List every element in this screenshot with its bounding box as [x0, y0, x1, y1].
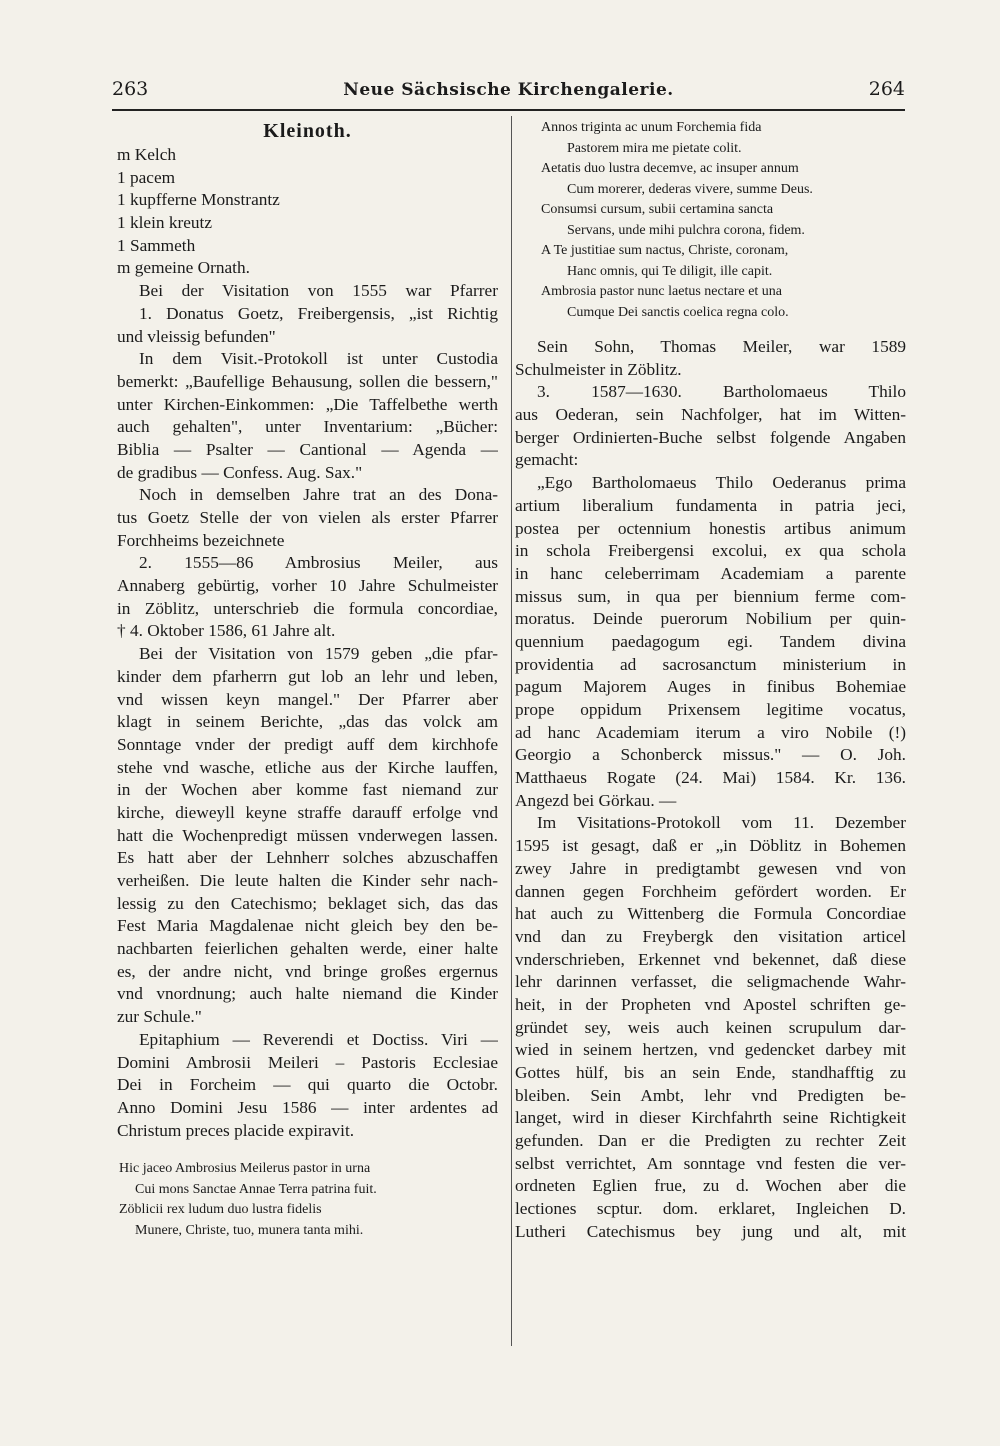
right-column	[515, 118, 906, 1244]
text-line: vnd vnordnung; auch halte niemand die Kinder	[117, 984, 498, 1004]
epitaph-poem	[117, 1159, 498, 1241]
poem-line: Cui mons Sanctae Annae Terra patrina fuit.	[135, 1181, 377, 1197]
poem-line: Ambrosia pastor nunc laetus nectare et una	[541, 284, 783, 299]
text-line: tus Goetz Stelle der von vielen als erster Pfarrer	[117, 508, 498, 527]
text-line: Lutheri Catechismus bey jung und alt, mit	[515, 1221, 906, 1241]
quote-line: Georgio a Schonberck missus." — O. Joh.	[515, 745, 906, 765]
quote-line: quennium paedagogum egi. Tandem divina	[515, 631, 906, 651]
quote-line: pagum Majorem Auges in finibus Bohemiae	[515, 677, 906, 697]
text-line: Bei der Visitation von 1555 war Pfarrer	[139, 281, 498, 301]
poem-line: Consumsi cursum, subii certamina sancta	[541, 202, 774, 217]
text-line: in Zöblitz, unterschrieb die formula concordiae,	[117, 598, 498, 618]
epitaph-line: Christum preces placide expiravit.	[117, 1120, 355, 1140]
text-line: Bei der Visitation von 1579 geben „die pfar-	[139, 644, 498, 664]
text-line: † 4. Oktober 1586, 61 Jahre alt.	[117, 621, 336, 641]
text-line: vnd dan zu Freybergk den visitation articel	[515, 926, 906, 946]
poem-line: Cumque Dei sanctis coelica regna colo.	[567, 304, 789, 320]
text-line: verheißen. Die leute halten die Kinder sehr nach-	[117, 871, 498, 890]
text-line: vnderschrieben, Erkennet vnd bekennet, daß diese	[515, 949, 906, 969]
text-line: langet, wird in dieser Kirchfahrth seine Richtigkeit	[515, 1108, 906, 1128]
epitaph-line: Domini Ambrosii Meileri – Pastoris Ecclesiae	[117, 1052, 498, 1072]
text-line: aus Oederan, sein Nachfolger, hat im Witten-	[515, 405, 906, 425]
text-line: gefunden. Dan er die Predigten zu rechter Zeit	[515, 1131, 906, 1151]
poem-line: Aetatis duo lustra decemve, ac insuper annum	[541, 161, 799, 176]
text-line: kinder dem pfarherrn gut lob an lehr und leben,	[117, 666, 498, 686]
text-line: Sonntage vnder der predigt auff dem kirchhofe	[117, 734, 498, 754]
text-line: ordneten Eglien frue, zu d. Wochen aber die	[515, 1176, 906, 1196]
text-line: in der Wochen aber komme fast niemand zur	[117, 780, 498, 800]
epitaph-line: Epitaphium — Reverendi et Doctiss. Viri —	[139, 1029, 498, 1049]
text-line: auch gehalten", unter Inventarium: „Bücher:	[117, 417, 498, 437]
poem-line: Hic jaceo Ambrosius Meilerus pastor in urna	[119, 1161, 371, 1177]
poem-line: Zöblicii rex ludum duo lustra fidelis	[119, 1202, 322, 1218]
text-line: Im Visitations-Protokoll vom 11. Dezember	[537, 813, 906, 833]
text-line: kirche, dieweyll keyne straffe darauff erfolge vnd	[117, 802, 498, 822]
text-line: selbst verrichtet, Am sonntage vnd festen die ver-	[515, 1153, 906, 1173]
text-line: lessig zu den Catechismo; beklaget sich, das das	[117, 893, 498, 913]
text-line: bemerkt: „Baufellige Behausung, sollen die bessern,"	[117, 371, 498, 391]
text-line: Forchheims bezeichnete	[117, 530, 285, 550]
text-line: klagt in seinem Berichte, „das das volck am	[117, 712, 498, 732]
text-line: In dem Visit.-Protokoll ist unter Custodia	[139, 349, 498, 369]
epitaph-line: Anno Domini Jesu 1586 — inter ardentes ad	[117, 1097, 498, 1117]
text-line: wied in seinem hertzen, vnd gedencket darbey mit	[515, 1040, 906, 1060]
poem-line: Pastorem mira me pietate colit.	[567, 140, 742, 156]
quote-line: postea per octennium honestis artibus animum	[515, 518, 906, 538]
poem-line: Annos triginta ac unum Forchemia fida	[541, 120, 762, 135]
running-title: Neue Sächsische Kirchengalerie.	[343, 80, 674, 100]
text-line: 1. Donatus Goetz, Freibergensis, „ist Richtig	[139, 303, 498, 323]
inventory-item: m gemeine Ornath.	[117, 258, 250, 278]
quote-line: in schola Freibergensi excolui, ex qua schola	[515, 541, 906, 561]
text-line: Sein Sohn, Thomas Meiler, war 1589	[537, 337, 906, 356]
page-number-right: 264	[868, 78, 905, 100]
text-line: stehe vnd wasche, etliche aus der Kirche lauffen,	[117, 757, 498, 777]
text-line: Schulmeister in Zöblitz.	[515, 359, 682, 379]
epitaph-poem-continued	[515, 118, 906, 323]
text-line: bleiben. Sein Ambt, lehr vnd Predigten be-	[515, 1085, 906, 1105]
inventory-item: 1 Sammeth	[117, 235, 196, 255]
quote-line: Angezd bei Görkau. —	[515, 790, 677, 810]
quote-line: moratus. Deinde puerorum Nobilium per quin-	[515, 609, 906, 629]
quote-line: artium liberalium fundamenta in patria jeci,	[515, 495, 906, 515]
text-line: 1595 ist gesagt, daß er „in Döblitz in Bohemen	[515, 836, 906, 856]
text-line: und vleissig befunden"	[117, 326, 276, 346]
left-body-text	[117, 280, 498, 1142]
poem-line: Munere, Christe, tuo, munera tanta mihi.	[135, 1222, 364, 1238]
text-line: hatt die Wochenpredigt müssen vnderwegen lassen.	[117, 825, 498, 845]
text-line: 3. 1587—1630. Bartholomaeus Thilo	[537, 382, 906, 402]
text-line: gründet sey, weis auch keinen scrupulum dar-	[515, 1017, 906, 1037]
text-line: berger Ordinierten-Buche selbst folgende Angaben	[515, 427, 906, 447]
poem-line: Servans, unde mihi pulchra corona, fidem.	[567, 222, 805, 238]
text-line: Es hatt aber der Lehnherr solches abzuschaffen	[117, 848, 498, 868]
left-column	[117, 118, 498, 1241]
inventory-list	[117, 144, 498, 280]
quote-line: „Ego Bartholomaeus Thilo Oederanus prima	[537, 473, 906, 493]
inventory-item: 1 klein kreutz	[117, 213, 213, 233]
inventory-item: 1 pacem	[117, 167, 176, 187]
text-line: zur Schule."	[117, 1007, 202, 1027]
quote-line: missus sum, in qua per biennium ferme com-	[515, 586, 906, 606]
text-line: heit, in der Propheten vnd Apostel schriften ge-	[515, 994, 906, 1014]
quote-line: providentia ad sacrosanctum ministerium in	[515, 654, 906, 674]
text-line: Annaberg gebürtig, vorher 10 Jahre Schulmeister	[117, 576, 498, 596]
text-line: nachbarten feierlichen gehalten werde, einer halte	[117, 939, 498, 959]
text-line: de gradibus — Confess. Aug. Sax."	[117, 462, 363, 482]
text-line: dannen gegen Forchheim gefördert worden. Er	[515, 881, 906, 901]
inventory-item: m Kelch	[117, 145, 177, 164]
text-line: hat auch zu Wittenberg die Formula Concordiae	[515, 904, 906, 924]
text-line: Biblia — Psalter — Cantional — Agenda —	[117, 439, 498, 459]
text-line: vnd wissen keyn mangel." Der Pfarrer aber	[117, 689, 498, 709]
quote-line: Matthaeus Rogate (24. Mai) 1584. Kr. 136.	[515, 768, 906, 788]
text-line: Fest Maria Magdalenae nicht gleich bey den be-	[117, 916, 498, 936]
text-line: 2. 1555—86 Ambrosius Meiler, aus	[139, 553, 498, 573]
text-line: lectiones scptur. dom. erklaret, Ingleichen D.	[515, 1199, 906, 1219]
text-line: Noch in demselben Jahre trat an des Dona-	[139, 485, 498, 505]
epitaph-line: Dei in Forcheim — qui quarto die Octobr.	[117, 1075, 498, 1095]
section-heading: Kleinoth.	[263, 120, 352, 142]
column-divider	[511, 116, 512, 1346]
page-header	[112, 78, 905, 108]
quote-line: ad hanc Academiam iterum a viro Nobile (!)	[515, 722, 906, 742]
text-line: zwey Jahre in predigtambt gewesen vnd von	[515, 858, 906, 878]
poem-line: A Te justitiae sum nactus, Christe, coronam,	[541, 243, 789, 258]
right-body-text	[515, 336, 906, 1244]
poem-line: Cum morerer, dederas vivere, summe Deus.	[567, 181, 813, 197]
text-line: lehr darinnen verfasset, die seligmachende Wahr-	[515, 972, 906, 992]
poem-line: Hanc omnis, qui Te diligit, ille capit.	[567, 263, 773, 279]
text-line: unter Kirchen-Einkommen: „Die Taffelbethe werth	[117, 394, 498, 414]
page-number-left: 263	[112, 78, 149, 100]
text-line: Gottes hülf, bis an sein Ende, standhafftig zu	[515, 1063, 906, 1082]
quote-line: in hanc celeberrimam Academiam a parente	[515, 563, 906, 583]
text-line: gemacht:	[515, 450, 579, 470]
text-line: es, der andre nicht, vnd bringe großes ergernus	[117, 961, 498, 981]
header-rule	[112, 109, 905, 111]
inventory-item: 1 kupfferne Monstrantz	[117, 190, 280, 210]
quote-line: prope oppidum Prixensem legitime vocatus,	[515, 700, 906, 719]
